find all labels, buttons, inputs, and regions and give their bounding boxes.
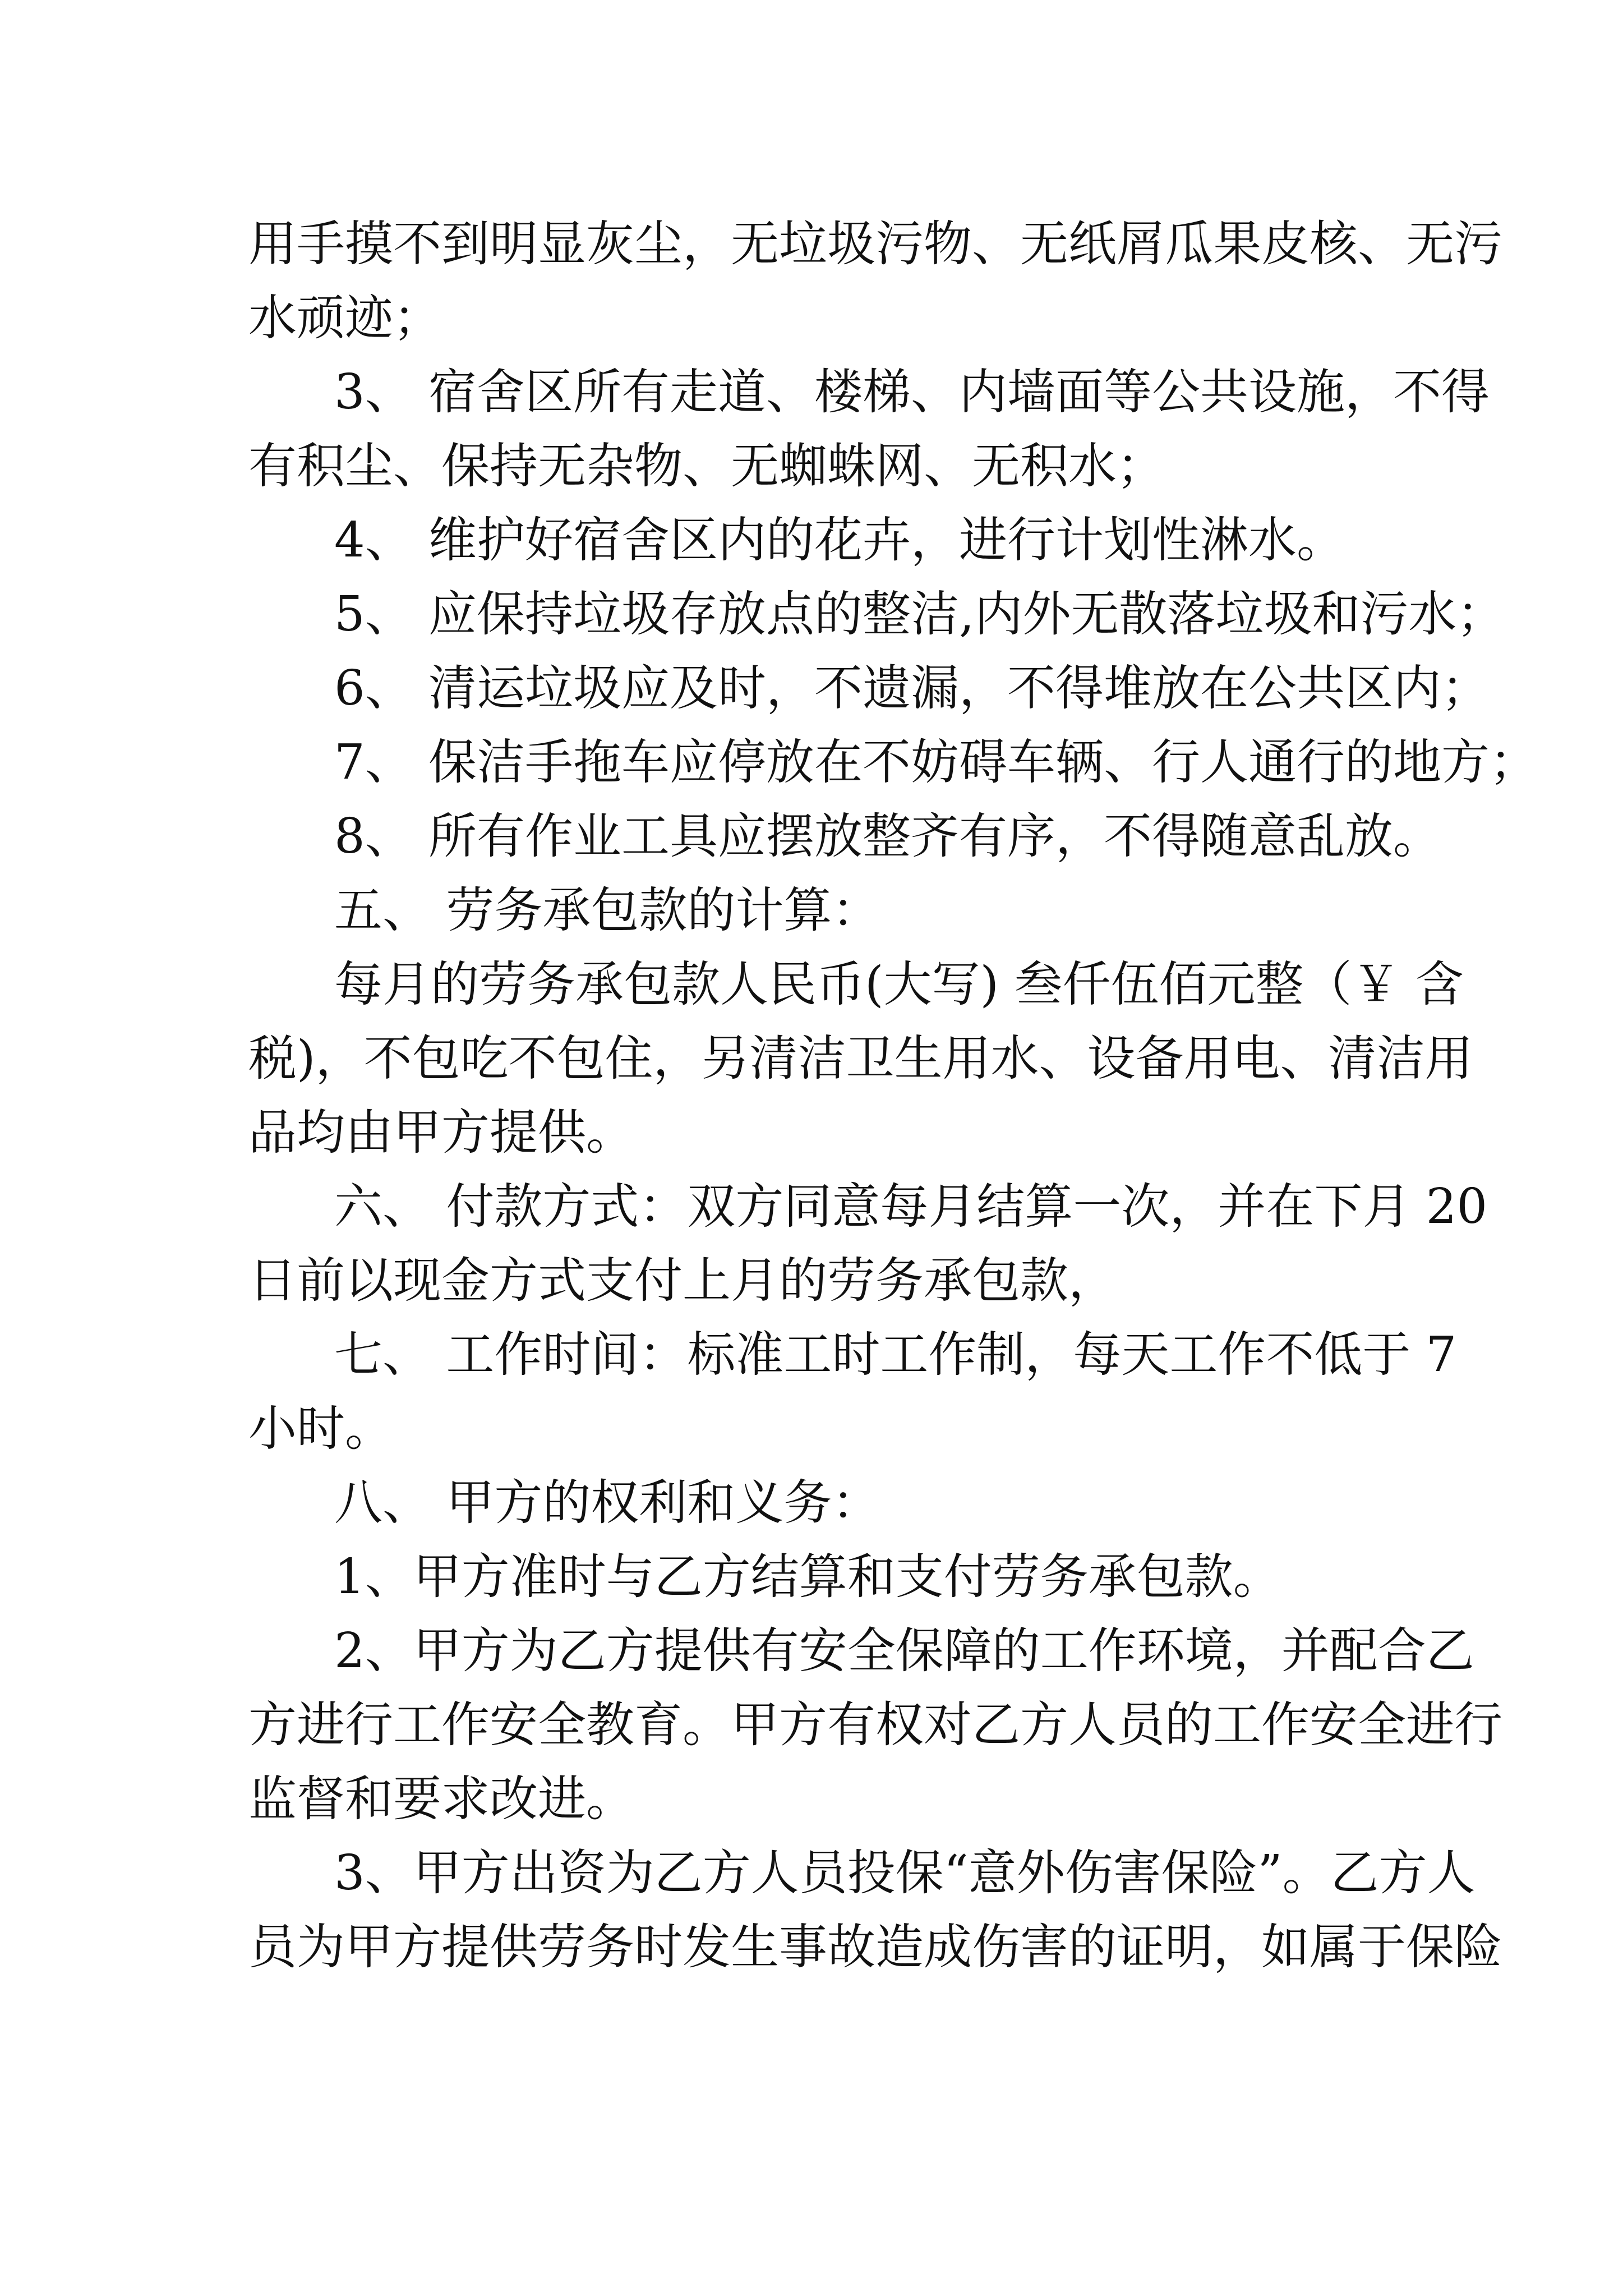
list-item: 7、 保洁手拖车应停放在不妨碍车辆、行人通行的地方；	[334, 734, 1538, 790]
text-line: 小时。	[248, 1401, 393, 1457]
list-item: 3、甲方出资为乙方人员投保“意外伤害保险”。乙方人	[334, 1845, 1476, 1901]
section-heading: 八、 甲方的权利和义务：	[334, 1475, 880, 1531]
list-item: 6、 清运垃圾应及时，不遗漏，不得堆放在公共区内；	[334, 660, 1490, 716]
text-line: 方进行工作安全教育。甲方有权对乙方人员的工作安全进行	[248, 1697, 1502, 1753]
section-heading: 六、 付款方式：双方同意每月结算一次，并在下月 20	[334, 1179, 1488, 1235]
text-line: 水顽迹；	[248, 290, 441, 346]
text-line: 税)，不包吃不包住，另清洁卫生用水、设备用电、清洁用	[248, 1030, 1473, 1087]
list-item: 4、 维护好宿舍区内的花卉，进行计划性淋水。	[334, 512, 1345, 568]
list-item: 5、 应保持垃圾存放点的整洁,内外无散落垃圾和污水；	[334, 586, 1505, 642]
text-line: 员为甲方提供劳务时发生事故造成伤害的证明，如属于保险	[248, 1919, 1502, 1975]
text-line: 品均由甲方提供。	[248, 1105, 634, 1161]
text-line: 监督和要求改进。	[248, 1771, 634, 1827]
section-heading: 七、 工作时间：标准工时工作制，每天工作不低于 7	[334, 1327, 1457, 1383]
list-item: 1、甲方准时与乙方结算和支付劳务承包款。	[334, 1549, 1281, 1605]
section-heading: 五、 劳务承包款的计算：	[334, 882, 880, 938]
text-line: 用手摸不到明显灰尘，无垃圾污物、无纸屑瓜果皮核、无污	[248, 216, 1502, 272]
list-item: 2、甲方为乙方提供有安全保障的工作环境，并配合乙	[334, 1623, 1474, 1679]
list-item: 8、 所有作业工具应摆放整齐有序，不得随意乱放。	[334, 808, 1442, 864]
list-item: 3、 宿舍区所有走道、楼梯、内墙面等公共设施，不得	[334, 364, 1490, 420]
text-line: 每月的劳务承包款人民币(大写) 叁仟伍佰元整（￥ 含	[334, 956, 1464, 1013]
text-line: 日前以现金方式支付上月的劳务承包款，	[248, 1253, 1117, 1309]
text-line: 有积尘、保持无杂物、无蜘蛛网、无积水；	[248, 438, 1165, 494]
